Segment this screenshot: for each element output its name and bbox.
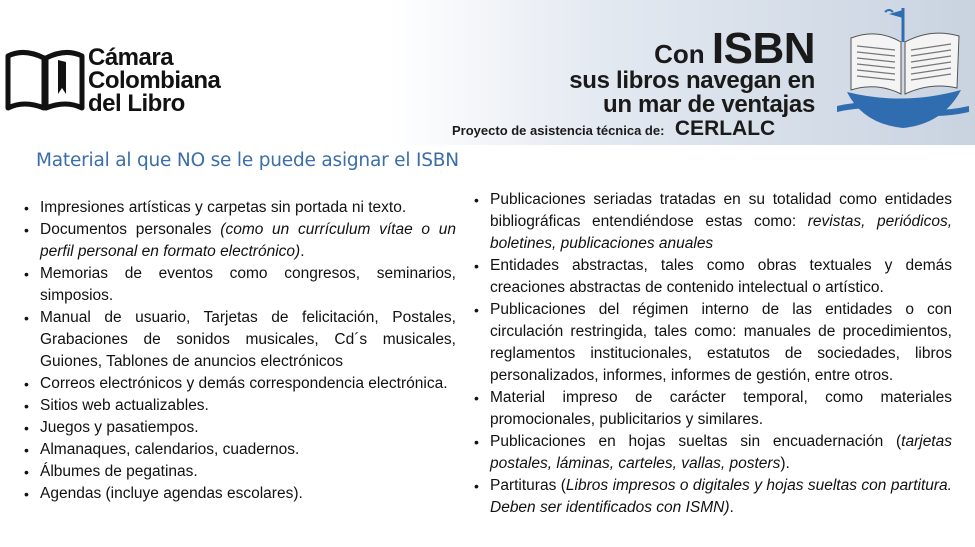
- page-title: Material al que NO se le puede asignar el ISBN: [36, 150, 459, 171]
- list-item: • Material impreso de carácter temporal, como materiales promocionales, publicitarios y similares.: [474, 387, 952, 431]
- list-item: • Memorias de eventos como congresos, seminarios, simposios.: [24, 263, 456, 307]
- logo-text: [88, 46, 220, 115]
- slogan-line-2: sus libros navegan en: [569, 67, 815, 94]
- list-item: • Documentos personales (como un currículum vítae o un perfil personal en formato electrónico).: [24, 219, 456, 263]
- project-org: CERLALC: [674, 117, 776, 140]
- list-item: • Juegos y pasatiempos.: [24, 417, 456, 439]
- list-item: • Agendas (incluye agendas escolares).: [24, 483, 456, 505]
- book-ship-icon: [833, 2, 973, 142]
- list-item: • Sitios web actualizables.: [24, 395, 456, 417]
- list-item: • Impresiones artísticas y carpetas sin portada ni texto.: [24, 197, 456, 219]
- slogan-isbn: ISBN: [711, 24, 815, 73]
- logo-line: Cámara: [88, 44, 174, 71]
- project-credit: [452, 117, 775, 141]
- list-item: • Álbumes de pegatinas.: [24, 461, 456, 483]
- list-item: • Manual de usuario, Tarjetas de felicitación, Postales, Grabaciones de sonidos musicales, Cd´s musicales, Guiones, Tablones de anuncios electrónicos: [24, 307, 456, 373]
- project-label: Proyecto de asistencia técnica de:: [452, 123, 665, 138]
- logo-line: del Libro: [88, 90, 185, 117]
- slogan-prefix: Con: [654, 39, 705, 69]
- list-item: • Almanaques, calendarios, cuadernos.: [24, 439, 456, 461]
- list-item: • Correos electrónicos y demás correspondencia electrónica.: [24, 373, 456, 395]
- slogan-line-3: un mar de ventajas: [602, 91, 815, 118]
- logo-line: Colombiana: [88, 67, 221, 94]
- right-list: [474, 189, 952, 519]
- list-item: • Publicaciones del régimen interno de las entidades o con circulación restringida, tales como: manuales de procedimientos, reglamentos institucionales, estatutos de sociedades, libros personalizados, informes, informes de gestión, entre otros.: [474, 299, 952, 387]
- list-item: • Publicaciones seriadas tratadas en su totalidad como entidades bibliográficas entendiéndose estas como: revistas, periódicos, boletines, publicaciones anuales: [474, 189, 952, 255]
- open-book-logo-icon: [4, 48, 86, 114]
- list-item: • Entidades abstractas, tales como obras textuales y demás creaciones abstractas de contenido intelectual o artístico.: [474, 255, 952, 299]
- slogan: [569, 24, 815, 118]
- list-item: • Publicaciones en hojas sueltas sin encuadernación (tarjetas postales, láminas, carteles, vallas, posters).: [474, 431, 952, 475]
- header-banner: [0, 0, 975, 145]
- list-item: • Partituras (Libros impresos o digitales y hojas sueltas con partitura. Deben ser identificados con ISMN).: [474, 475, 952, 519]
- left-list: [24, 197, 456, 505]
